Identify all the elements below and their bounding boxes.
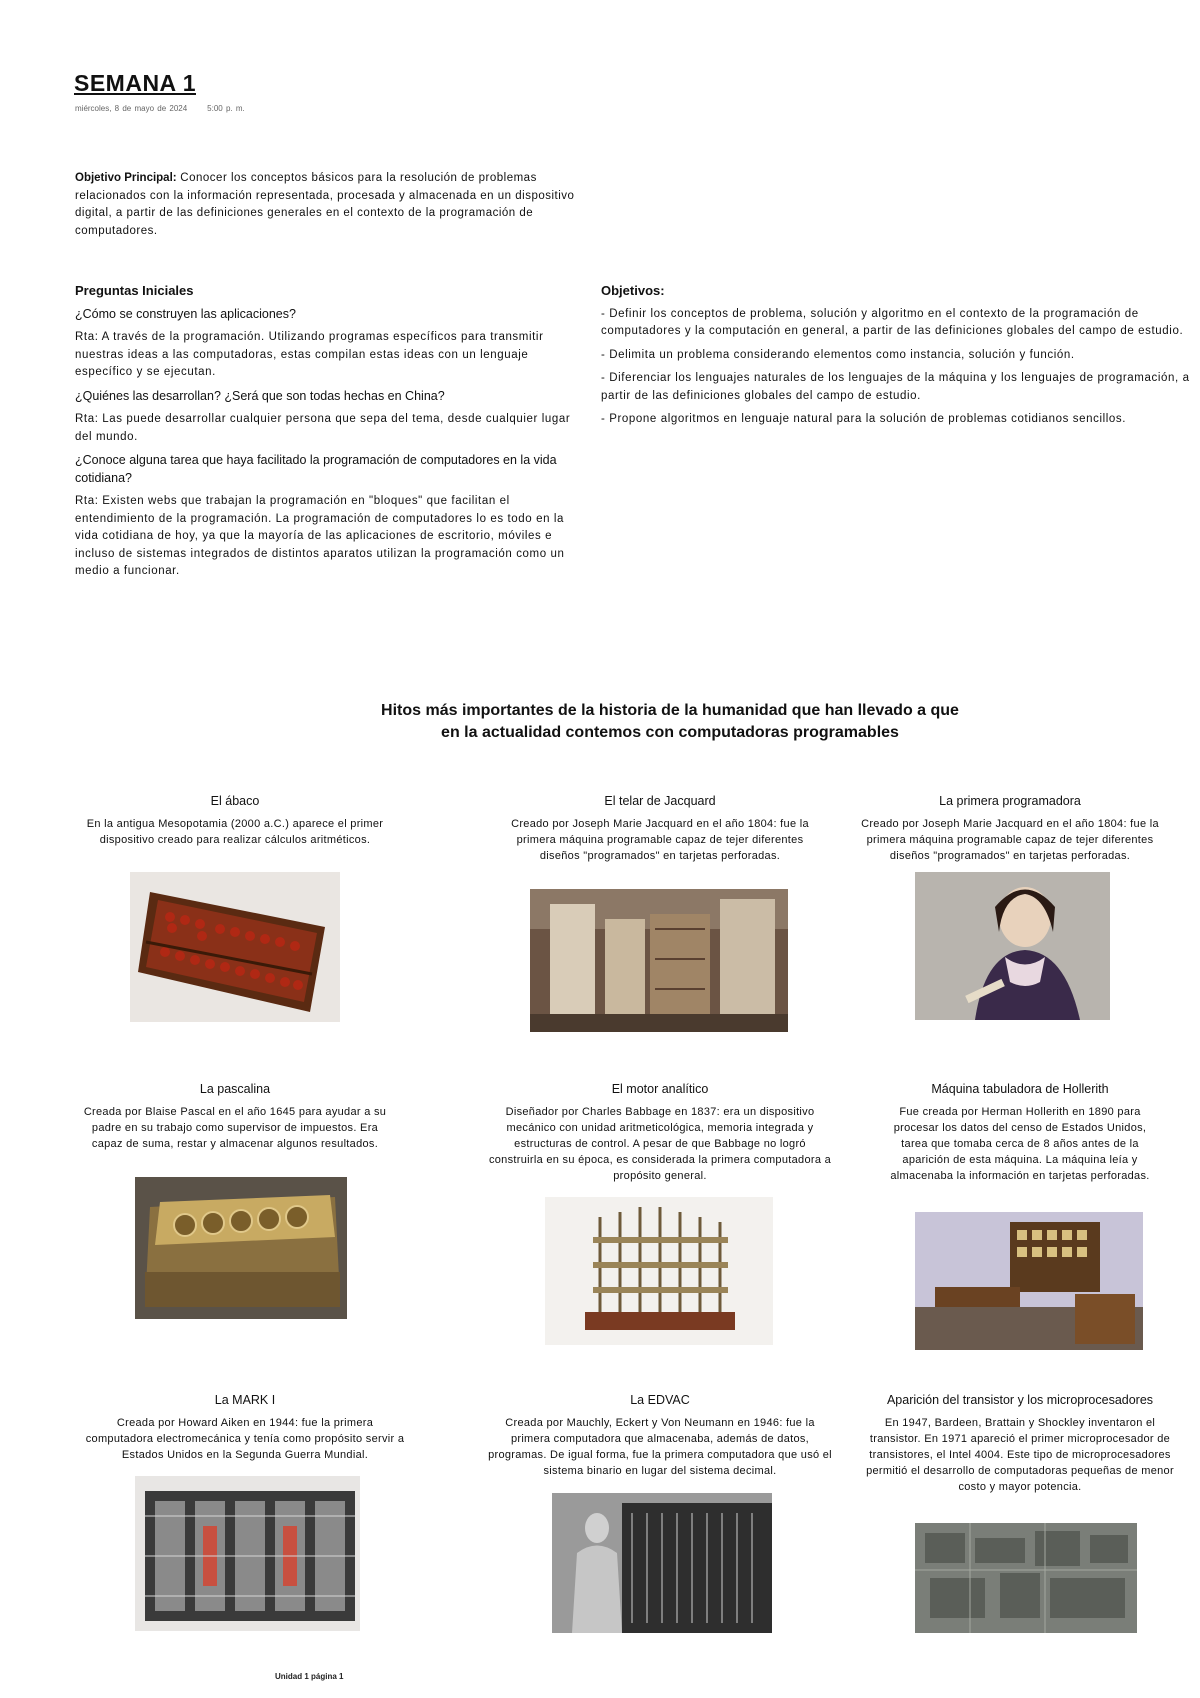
milestone-card-mark-i — [80, 1393, 410, 1638]
ada-lovelace-portrait — [915, 872, 1110, 1020]
hollerith-tabulator-photo — [915, 1212, 1143, 1350]
question-1: ¿Cómo se construyen las aplicaciones? — [75, 306, 296, 321]
question-2: ¿Quiénes las desarrollan? ¿Será que son todas hechas en China? — [75, 388, 445, 403]
objective-item-2: - Delimita un problema considerando elementos como instancia, solución y función. — [601, 348, 1075, 361]
jacquard-loom-photo — [530, 889, 788, 1032]
page-footer: Unidad 1 página 1 — [275, 1672, 344, 1681]
objective-item-4: - Propone algoritmos en lenguaje natural para la solución de problemas cotidianos sencillos. — [601, 413, 1127, 425]
mark-i-photo — [135, 1476, 360, 1631]
milestone-desc: Diseñador por Charles Babbage en 1837: era un dispositivo mecánico con unidad aritmeticológica, memoria integrada y estructuras de control. A pesar de que Babbage no logró construirla en su época, es considerada la primera computadora a propósito general. — [488, 1106, 832, 1182]
objectives-heading: Objetivos: — [601, 283, 665, 298]
milestone-desc: Creada por Howard Aiken en 1944: fue la primera computadora electromecánica y tenía como propósito servir a Estados Unidos en la Segunda Guerra Mundial. — [85, 1417, 405, 1461]
main-objective — [75, 170, 585, 240]
main-objective-text: Conocer los conceptos básicos para la resolución de problemas relacionados con la información representada, procesada y almacenada en un dispositivo digital, a partir de las definiciones generales en el contexto de la programación de computadores. — [75, 172, 575, 237]
milestone-title: La EDVAC — [630, 1393, 690, 1407]
analytical-engine-photo — [545, 1197, 773, 1345]
milestone-desc: Creado por Joseph Marie Jacquard en el año 1804: fue la primera máquina programable capaz de tejer diferentes diseños "programados" en tarjetas perforadas. — [511, 818, 809, 862]
initial-questions-heading: Preguntas Iniciales — [75, 283, 194, 298]
milestone-title: La primera programadora — [939, 794, 1081, 808]
milestone-desc: Creada por Blaise Pascal en el año 1645 para ayudar a su padre en su trabajo como supervisor de impuestos. Era capaz de suma, restar y almacenar algunos resultados. — [83, 1106, 387, 1150]
milestone-card-hollerith — [870, 1082, 1170, 1352]
page-time: 5:00 p. m. — [207, 104, 245, 113]
abacus-photo — [130, 872, 340, 1022]
page-title: SEMANA 1 — [74, 70, 196, 96]
initial-questions-section — [75, 282, 587, 587]
edvac-photo — [552, 1493, 772, 1633]
pascaline-photo — [135, 1177, 347, 1319]
milestone-card-pascaline — [80, 1082, 390, 1322]
microprocessor-die-photo — [915, 1523, 1137, 1633]
answer-3: Rta: Existen webs que trabajan la programación en "bloques" que facilitan el entendimiento de la programación. La programación de computadores lo es todo en la vida cotidiana de hoy, ya que la mayoría de las aplicaciones de escritorio, móviles e incluso de sistemas integrados de distintos aparatos utilizan la programación como un medio a funcionar. — [75, 495, 565, 577]
milestone-title: El telar de Jacquard — [604, 794, 716, 808]
milestone-title: La pascalina — [199, 1082, 271, 1096]
milestone-title: La MARK I — [214, 1393, 276, 1407]
objectives-section — [601, 282, 1196, 435]
answer-2: Rta: Las puede desarrollar cualquier persona que sepa del tema, desde cualquier lugar del mundo. — [75, 413, 571, 443]
milestone-title: El motor analítico — [611, 1082, 709, 1096]
milestone-card-first-programmer — [845, 794, 1175, 1034]
milestone-card-analytical-engine — [485, 1082, 835, 1344]
milestone-desc: En 1947, Bardeen, Brattain y Shockley inventaron el transistor. En 1971 apareció el primer microprocesador de transistores, el Intel 4004. Este tipo de microprocesadores permitió el desarrollo de computadoras pequeñas de menor costo y mayor potencia. — [866, 1417, 1174, 1493]
answer-1: Rta: A través de la programación. Utilizando programas específicos para transmitir nuestras ideas a las computadoras, estas compilan estas ideas con un lenguaje específico y se ejecutan. — [75, 331, 544, 378]
milestone-title: El ábaco — [210, 794, 260, 808]
milestone-title: Aparición del transistor y los microprocesadores — [886, 1393, 1154, 1407]
page-date: miércoles, 8 de mayo de 2024 — [75, 104, 188, 113]
date-line — [75, 104, 245, 113]
milestone-card-abacus — [80, 794, 390, 1034]
objective-item-3: - Diferenciar los lenguajes naturales de los lenguajes de la máquina y los lenguajes de programación, a partir de las definiciones globales del campo de estudio. — [601, 372, 1190, 402]
objective-item-1: - Definir los conceptos de problema, solución y algoritmo en el contexto de la programación de computadores y la computación en general, a partir de las definiciones globales del campo de estudio. — [601, 307, 1184, 337]
milestone-card-transistor — [860, 1393, 1180, 1641]
milestone-title: Máquina tabuladora de Hollerith — [931, 1082, 1109, 1096]
milestone-desc: Creada por Mauchly, Eckert y Von Neumann en 1946: fue la primera computadora que almacenaba, además de datos, programas. De igual forma, fue la primera computadora que usó el sistema binario en lugar del sistema decimal. — [488, 1417, 832, 1477]
milestone-card-edvac — [480, 1393, 840, 1641]
milestone-card-jacquard — [505, 794, 815, 1044]
milestone-desc: En la antigua Mesopotamia (2000 a.C.) aparece el primer dispositivo creado para realizar cálculos aritméticos. — [86, 818, 384, 846]
main-objective-label: Objetivo Principal: — [75, 172, 177, 184]
milestone-desc: Creado por Joseph Marie Jacquard en el año 1804: fue la primera máquina programable capaz de tejer diferentes diseños "programados" en tarjetas perforadas. — [861, 818, 1159, 862]
milestones-heading: Hitos más importantes de la historia de la humanidad que han llevado a que en la actualidad contemos con computadoras programables — [381, 702, 959, 741]
milestone-desc: Fue creada por Herman Hollerith en 1890 para procesar los datos del censo de Estados Unidos, tarea que tomaba cerca de 8 años antes de la aparición de esta máquina. La máquina leía y almacenaba la información en tarjetas perforadas. — [890, 1106, 1150, 1182]
question-3: ¿Conoce alguna tarea que haya facilitado la programación de computadores en la vida cotidiana? — [75, 453, 557, 485]
